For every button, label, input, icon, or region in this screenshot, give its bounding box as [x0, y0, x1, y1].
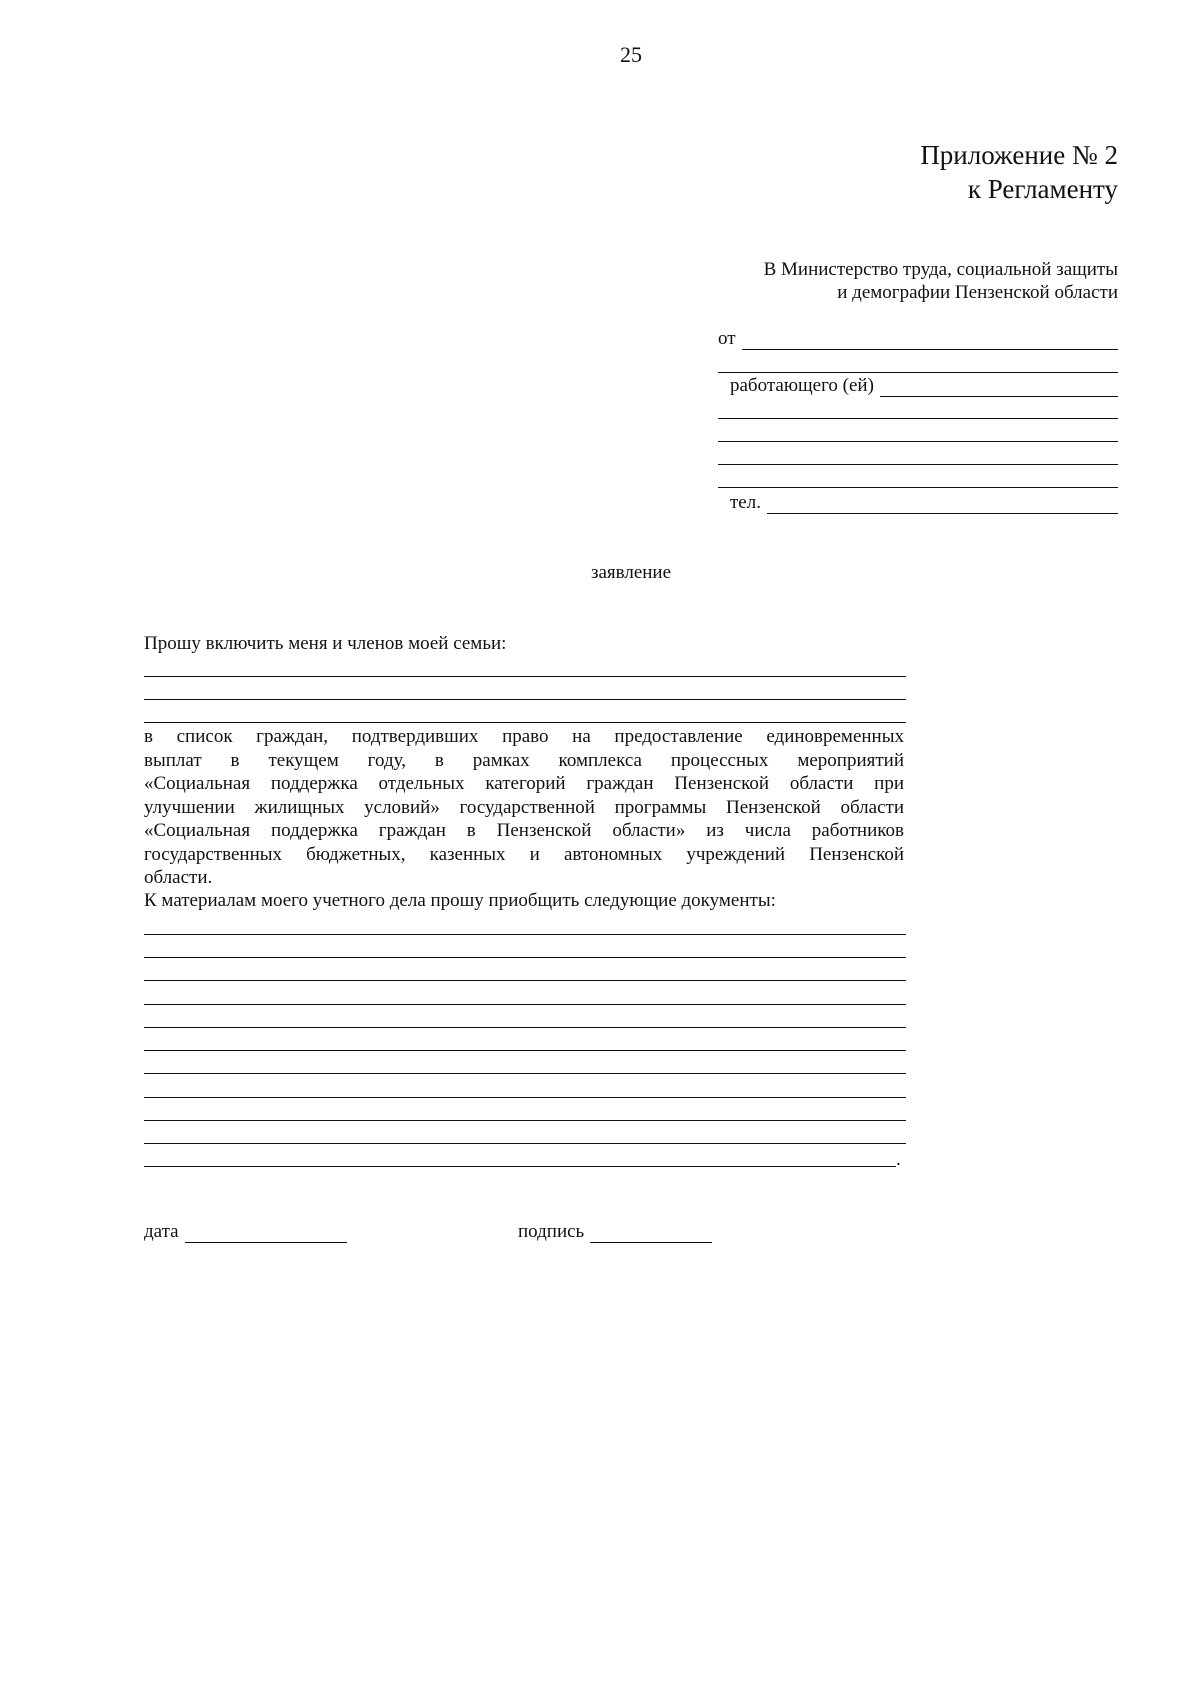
workplace-extra-line-4[interactable] — [718, 487, 1118, 488]
workplace-label: работающего (ей) — [730, 375, 874, 396]
signature-label: подпись — [518, 1221, 585, 1242]
date-underline[interactable] — [185, 1224, 347, 1243]
from-underline[interactable] — [742, 331, 1118, 350]
phone-field[interactable] — [730, 490, 1118, 514]
body-line: «Социальная поддержка отдельных категорий граждан Пензенской области при — [144, 773, 904, 794]
signature-field[interactable] — [518, 1217, 712, 1243]
documents-line-3[interactable] — [144, 980, 906, 981]
documents-line-1[interactable] — [144, 934, 906, 935]
addressee-line-1: В Министерство труда, социальной защиты — [763, 259, 1118, 280]
phone-underline[interactable] — [767, 495, 1118, 514]
addressee-line-2: и демографии Пензенской области — [837, 282, 1118, 303]
from-field[interactable] — [718, 326, 1118, 350]
family-line-3[interactable] — [144, 722, 906, 723]
appendix-subtitle: к Регламенту — [967, 174, 1118, 204]
document-title: заявление — [590, 562, 672, 583]
body-line: в список граждан, подтвердивших право на предоставление единовременных — [144, 726, 904, 747]
documents-line-6[interactable] — [144, 1050, 906, 1051]
body-line: государственных бюджетных, казенных и автономных учреждений Пензенской — [144, 843, 904, 865]
body-line: «Социальная поддержка граждан в Пензенской области» из числа работников — [144, 820, 904, 841]
documents-line-7[interactable] — [144, 1073, 906, 1074]
body-line: улучшении жилищных условий» государственной программы Пензенской области — [144, 796, 904, 818]
documents-line-5[interactable] — [144, 1027, 906, 1028]
documents-line-10[interactable] — [144, 1143, 906, 1144]
page-number: 25 — [620, 42, 642, 67]
documents-line-4[interactable] — [144, 1004, 906, 1005]
workplace-extra-line-1[interactable] — [718, 418, 1118, 419]
family-line-2[interactable] — [144, 699, 906, 700]
documents-line-8[interactable] — [144, 1097, 906, 1098]
signature-underline[interactable] — [590, 1224, 712, 1243]
documents-label: К материалам моего учетного дела прошу приобщить следующие документы: — [144, 890, 776, 911]
documents-line-2[interactable] — [144, 957, 906, 958]
documents-end-period: . — [896, 1149, 901, 1170]
workplace-field[interactable] — [730, 373, 1118, 397]
request-intro: Прошу включить меня и членов моей семьи: — [144, 633, 507, 654]
workplace-extra-line-2[interactable] — [718, 441, 1118, 442]
date-label: дата — [144, 1221, 179, 1242]
date-field[interactable] — [144, 1217, 347, 1243]
documents-line-11[interactable] — [144, 1166, 896, 1167]
from-label: от — [718, 328, 736, 349]
phone-label: тел. — [730, 492, 761, 513]
request-body — [144, 725, 904, 890]
body-line: области. — [144, 867, 213, 888]
appendix-title: Приложение № 2 — [920, 140, 1118, 170]
family-line-1[interactable] — [144, 676, 906, 677]
workplace-underline[interactable] — [880, 378, 1118, 397]
workplace-extra-line-3[interactable] — [718, 464, 1118, 465]
body-line: выплат в текущем году, в рамках комплекса процессных мероприятий — [144, 749, 904, 771]
documents-line-9[interactable] — [144, 1120, 906, 1121]
